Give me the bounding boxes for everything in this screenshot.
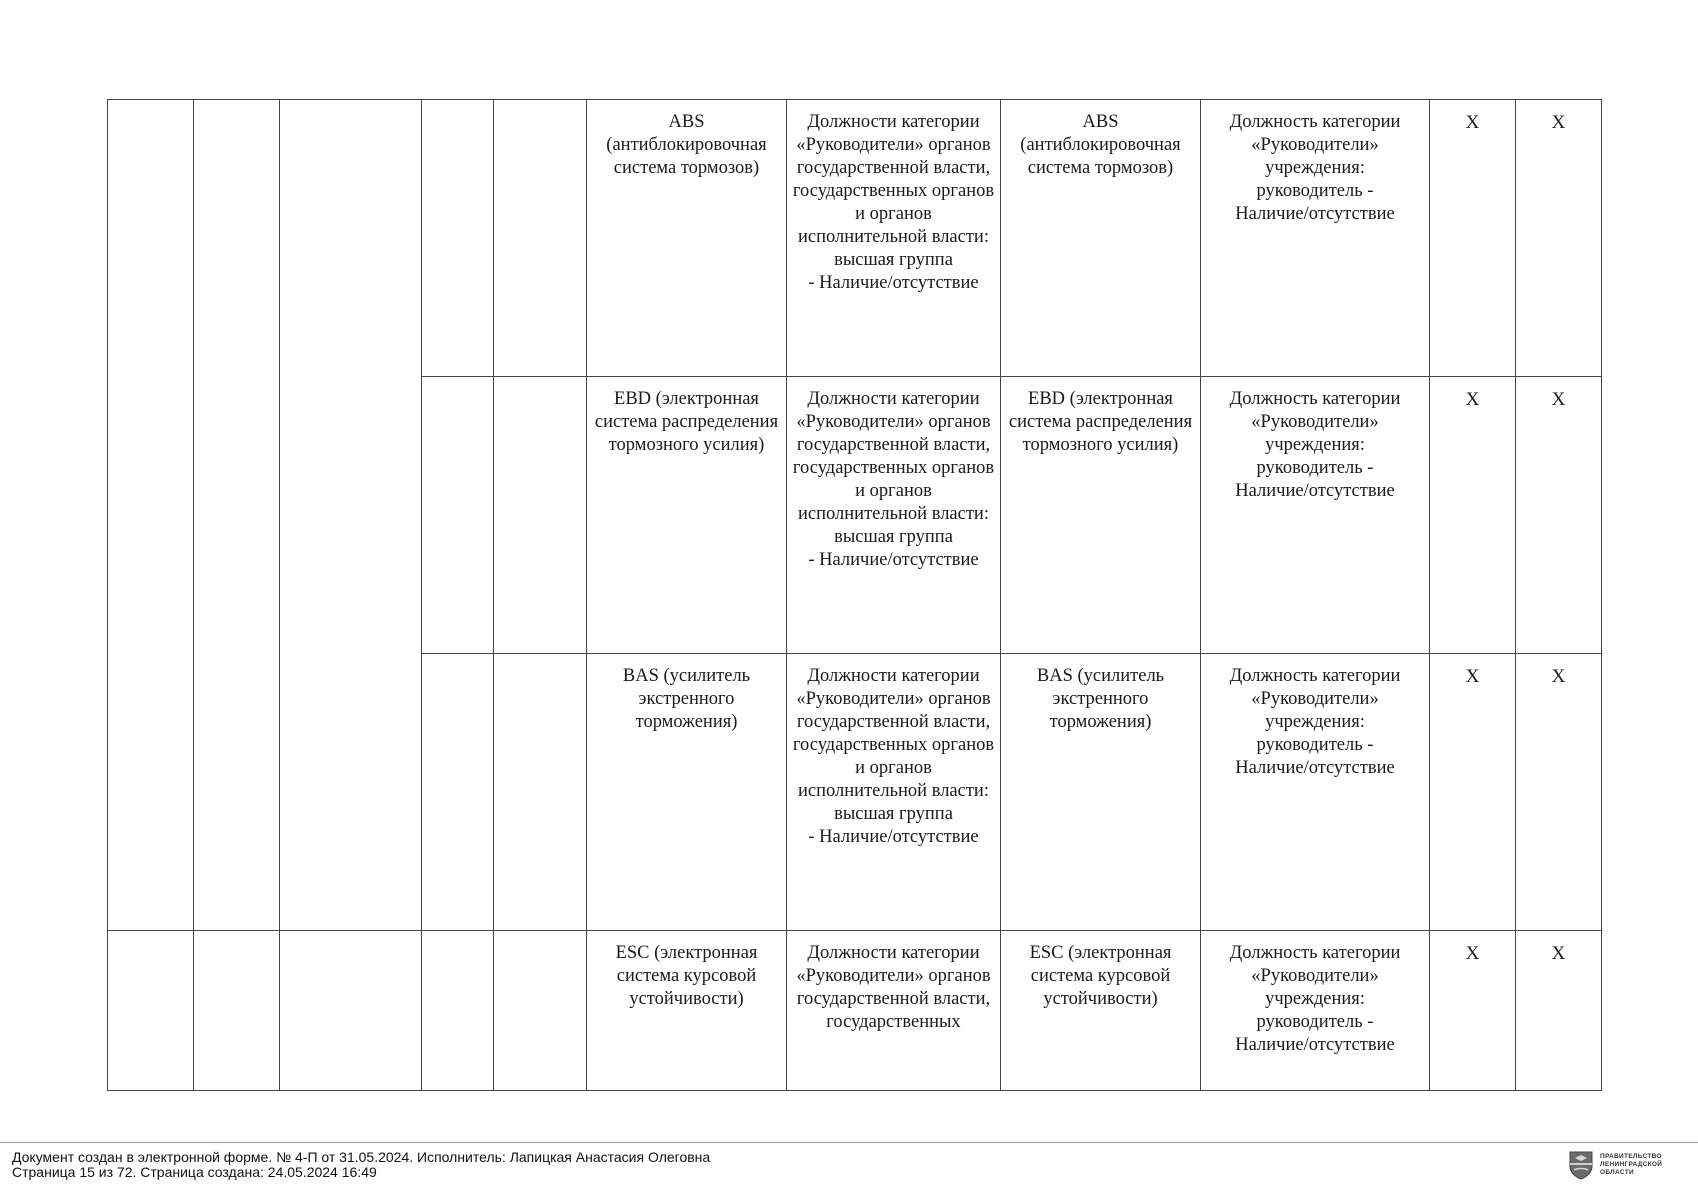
position-inst-text: Должность категории «Руководители» учреждения: руководитель - Наличие/отсутствие: [1229, 389, 1401, 501]
position-gov-cell: [787, 377, 1001, 654]
mark-cell: [1430, 100, 1516, 377]
table-row: [108, 100, 1602, 377]
mark-cell: [1516, 654, 1602, 931]
feature-cell: [587, 100, 787, 377]
feature-cell: [587, 377, 787, 654]
position-gov-text: Должности категории «Руководители» органов государственной власти, государственных: [796, 943, 991, 1032]
position-inst-text: Должность категории «Руководители» учреждения: руководитель - Наличие/отсутствие: [1229, 666, 1401, 778]
mark-text: X: [1465, 943, 1480, 964]
mark-text: X: [1465, 389, 1480, 410]
feature-inst-cell: [1001, 931, 1201, 1091]
feature-inst-cell: [1001, 377, 1201, 654]
feature-inst-cell: [1001, 100, 1201, 377]
feature-text: BAS (усилитель экстренного торможения): [622, 666, 751, 732]
logo-line: ЛЕНИНГРАДСКОЙ: [1600, 1161, 1663, 1168]
position-inst-cell: [1201, 377, 1430, 654]
feature-inst-text: BAS (усилитель экстренного торможения): [1036, 666, 1165, 732]
mark-cell: [1430, 931, 1516, 1091]
government-logo: [1568, 1150, 1662, 1180]
empty-cell: [494, 654, 587, 931]
feature-inst-cell: [1001, 654, 1201, 931]
position-inst-cell: [1201, 100, 1430, 377]
empty-cell: [494, 100, 587, 377]
mark-cell: [1430, 654, 1516, 931]
feature-inst-text: EBD (электронная система распределения тормозного усилия): [1008, 389, 1193, 455]
position-gov-cell: [787, 100, 1001, 377]
empty-cell: [194, 100, 280, 931]
empty-cell: [494, 931, 587, 1091]
feature-text: ABS (антиблокировочная система тормозов): [606, 112, 767, 178]
footer-page-info: Страница 15 из 72. Страница создана: 24.05.2024 16:49: [12, 1164, 377, 1180]
footer-divider: [0, 1142, 1698, 1143]
empty-cell: [108, 931, 194, 1091]
mark-cell: [1516, 100, 1602, 377]
empty-cell: [280, 931, 422, 1091]
mark-text: X: [1551, 389, 1566, 410]
empty-cell: [422, 377, 494, 654]
empty-cell: [422, 654, 494, 931]
empty-cell: [422, 931, 494, 1091]
empty-cell: [280, 100, 422, 931]
document-table: [107, 99, 1602, 1091]
position-inst-text: Должность категории «Руководители» учреждения: руководитель - Наличие/отсутствие: [1229, 112, 1401, 224]
mark-cell: [1430, 377, 1516, 654]
document-footer: [12, 1150, 710, 1180]
footer-document-info: Документ создан в электронной форме. № 4-П от 31.05.2024. Исполнитель: Лапицкая Анастасия Олеговна: [12, 1149, 711, 1165]
mark-text: X: [1551, 666, 1566, 687]
mark-text: X: [1551, 112, 1566, 133]
position-gov-text: Должности категории «Руководители» органов государственной власти, государственных органов и органов исполнительной власти: высшая группа - Наличие/отсутствие: [792, 112, 995, 293]
mark-cell: [1516, 931, 1602, 1091]
position-gov-cell: [787, 931, 1001, 1091]
feature-text: ESC (электронная система курсовой устойчивости): [615, 943, 758, 1009]
position-inst-cell: [1201, 654, 1430, 931]
feature-inst-text: ESC (электронная система курсовой устойчивости): [1029, 943, 1172, 1009]
logo-line: ОБЛАСТИ: [1600, 1169, 1634, 1176]
position-inst-cell: [1201, 931, 1430, 1091]
logo-line: ПРАВИТЕЛЬСТВО: [1600, 1153, 1662, 1160]
mark-text: X: [1551, 943, 1566, 964]
empty-cell: [108, 100, 194, 931]
position-gov-text: Должности категории «Руководители» органов государственной власти, государственных органов и органов исполнительной власти: высшая группа - Наличие/отсутствие: [792, 389, 995, 570]
empty-cell: [194, 931, 280, 1091]
feature-text: EBD (электронная система распределения тормозного усилия): [594, 389, 779, 455]
coat-of-arms-icon: [1568, 1150, 1594, 1180]
mark-cell: [1516, 377, 1602, 654]
mark-text: X: [1465, 666, 1480, 687]
mark-text: X: [1465, 112, 1480, 133]
feature-inst-text: ABS (антиблокировочная система тормозов): [1020, 112, 1181, 178]
table-row: [108, 931, 1602, 1091]
empty-cell: [422, 100, 494, 377]
logo-caption: [1600, 1153, 1662, 1177]
empty-cell: [494, 377, 587, 654]
feature-cell: [587, 931, 787, 1091]
position-gov-cell: [787, 654, 1001, 931]
feature-cell: [587, 654, 787, 931]
position-gov-text: Должности категории «Руководители» органов государственной власти, государственных органов и органов исполнительной власти: высшая группа - Наличие/отсутствие: [792, 666, 995, 847]
position-inst-text: Должность категории «Руководители» учреждения: руководитель - Наличие/отсутствие: [1229, 943, 1401, 1055]
